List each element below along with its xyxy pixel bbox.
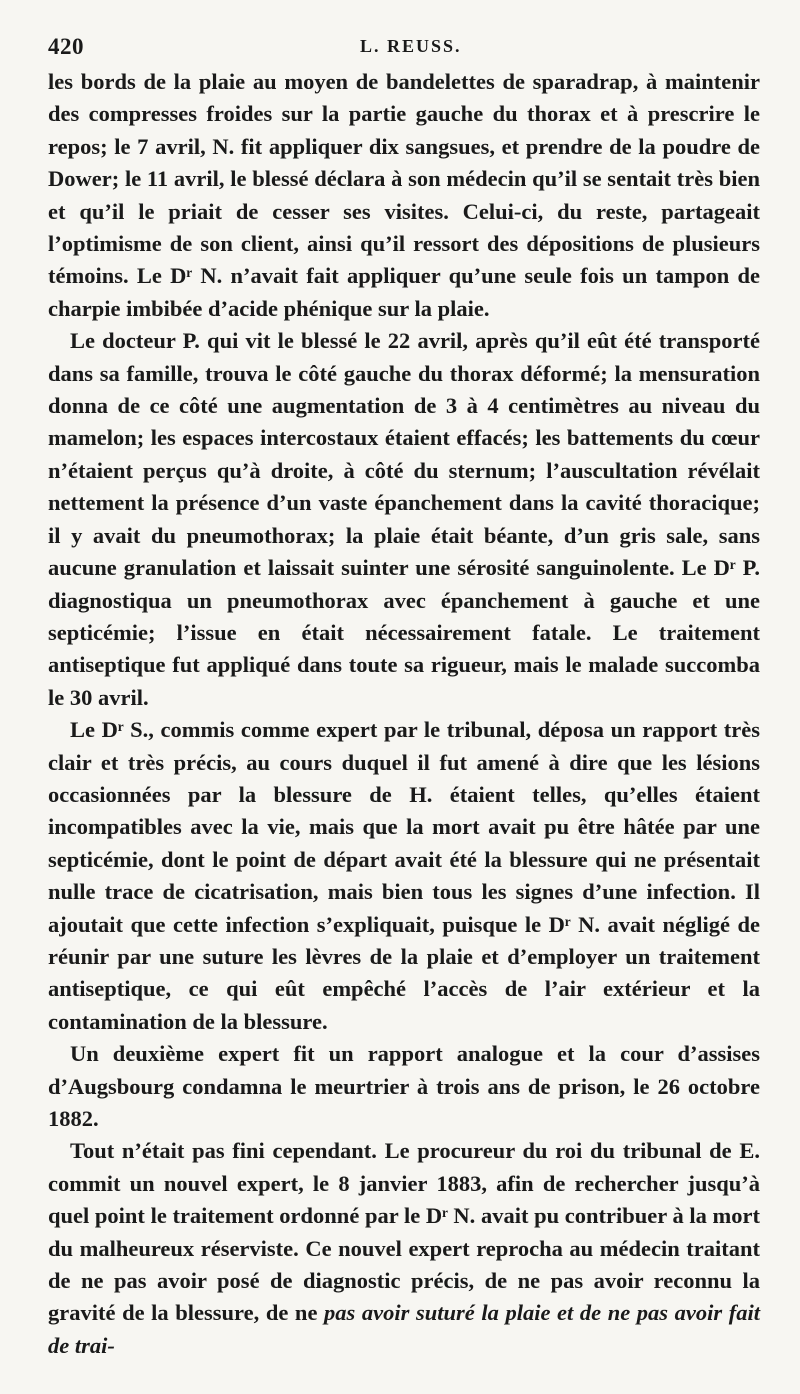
paragraph-dr-s: Le Dʳ S., commis comme expert par le tribunal, déposa un rapport très clair et très précis, au cours duquel il fut amené à dire que les lésions occasionnées par la blessure de H. étaient telles, qu’elles étaient incompatibles avec la vie, mais que la mort avait pu être hâtée par une septicémie, dont le point de départ avait été la blessure qui ne présentait nulle trace de cicatrisation, mais bien tous les signes d’une infection. Il ajoutait que cette infection s’expliquait, puisque le Dʳ N. avait négligé de réunir par une suture les lèvres de la plaie et d’employer un traitement antiseptique, ce qui eût empêché l’accès de l’air extérieur et la contamination de la blessure. [48,717,760,1034]
italic-text: pas avoir suturé la plaie et de ne pas avoir fait de trai- [48,1300,760,1358]
paragraph-continuation: les bords de la plaie au moyen de bandelettes de sparadrap, à maintenir des compresses froides sur la partie gauche du thorax et à prescrire le repos; le 7 avril, N. fit appliquer dix sangsues, et prendre de la poudre de Dower; le 11 avril, le blessé déclara à son médecin qu’il se sentait très bien et qu’il le priait de cesser ses visites. Celui-ci, du reste, partageait l’optimisme de son client, ainsi qu’il ressort des dépositions de plusieurs témoins. Le Dʳ N. n’avait fait appliquer qu’une seule fois un tampon de charpie imbibée d’acide phénique sur la plaie. [48,69,760,321]
paragraph-text: Tout n’était pas fini cependant. Le procureur du roi du tribunal de E. commit un nouvel expert, le 8 janvier 1883, afin de rechercher jusqu’à quel point le traitement ordonné par le Dʳ N. avait pu contribuer à la mort du malheureux réserviste. Ce nouvel expert reprocha au médecin traitant de ne pas avoir posé de diagnostic précis, de ne pas avoir reconnu la gravité de la blessure, de ne [48,1138,760,1326]
paragraph-tout-n-etait [48,1135,760,1362]
page-number: 420 [48,34,84,59]
paragraph-deuxieme-expert: Un deuxième expert fit un rapport analogue et la cour d’assises d’Augsbourg condamna le meurtrier à trois ans de prison, le 26 octobre 1882. [48,1041,760,1131]
running-head [48,30,760,66]
paragraph-docteur-p: Le docteur P. qui vit le blessé le 22 avril, après qu’il eût été transporté dans sa famille, trouva le côté gauche du thorax déformé; la mensuration donna de ce côté une augmentation de 3 à 4 centimètres au niveau du mamelon; les espaces intercostaux étaient effacés; les battements du cœur n’étaient perçus qu’à droite, à côté du sternum; l’auscultation révélait nettement la présence d’un vaste épanchement dans la cavité thoracique; il y avait du pneumothorax; la plaie était béante, d’un gris sale, sans aucune granulation et laissait suinter une sérosité sanguinolente. Le Dʳ P. diagnostiqua un pneumothorax avec épanchement à gauche et une septicémie; l’issue en était nécessairement fatale. Le traitement antiseptique fut appliqué dans toute sa rigueur, mais le malade succomba le 30 avril. [48,328,760,710]
running-title: L. REUSS. [360,36,462,56]
body-text [48,66,760,1362]
